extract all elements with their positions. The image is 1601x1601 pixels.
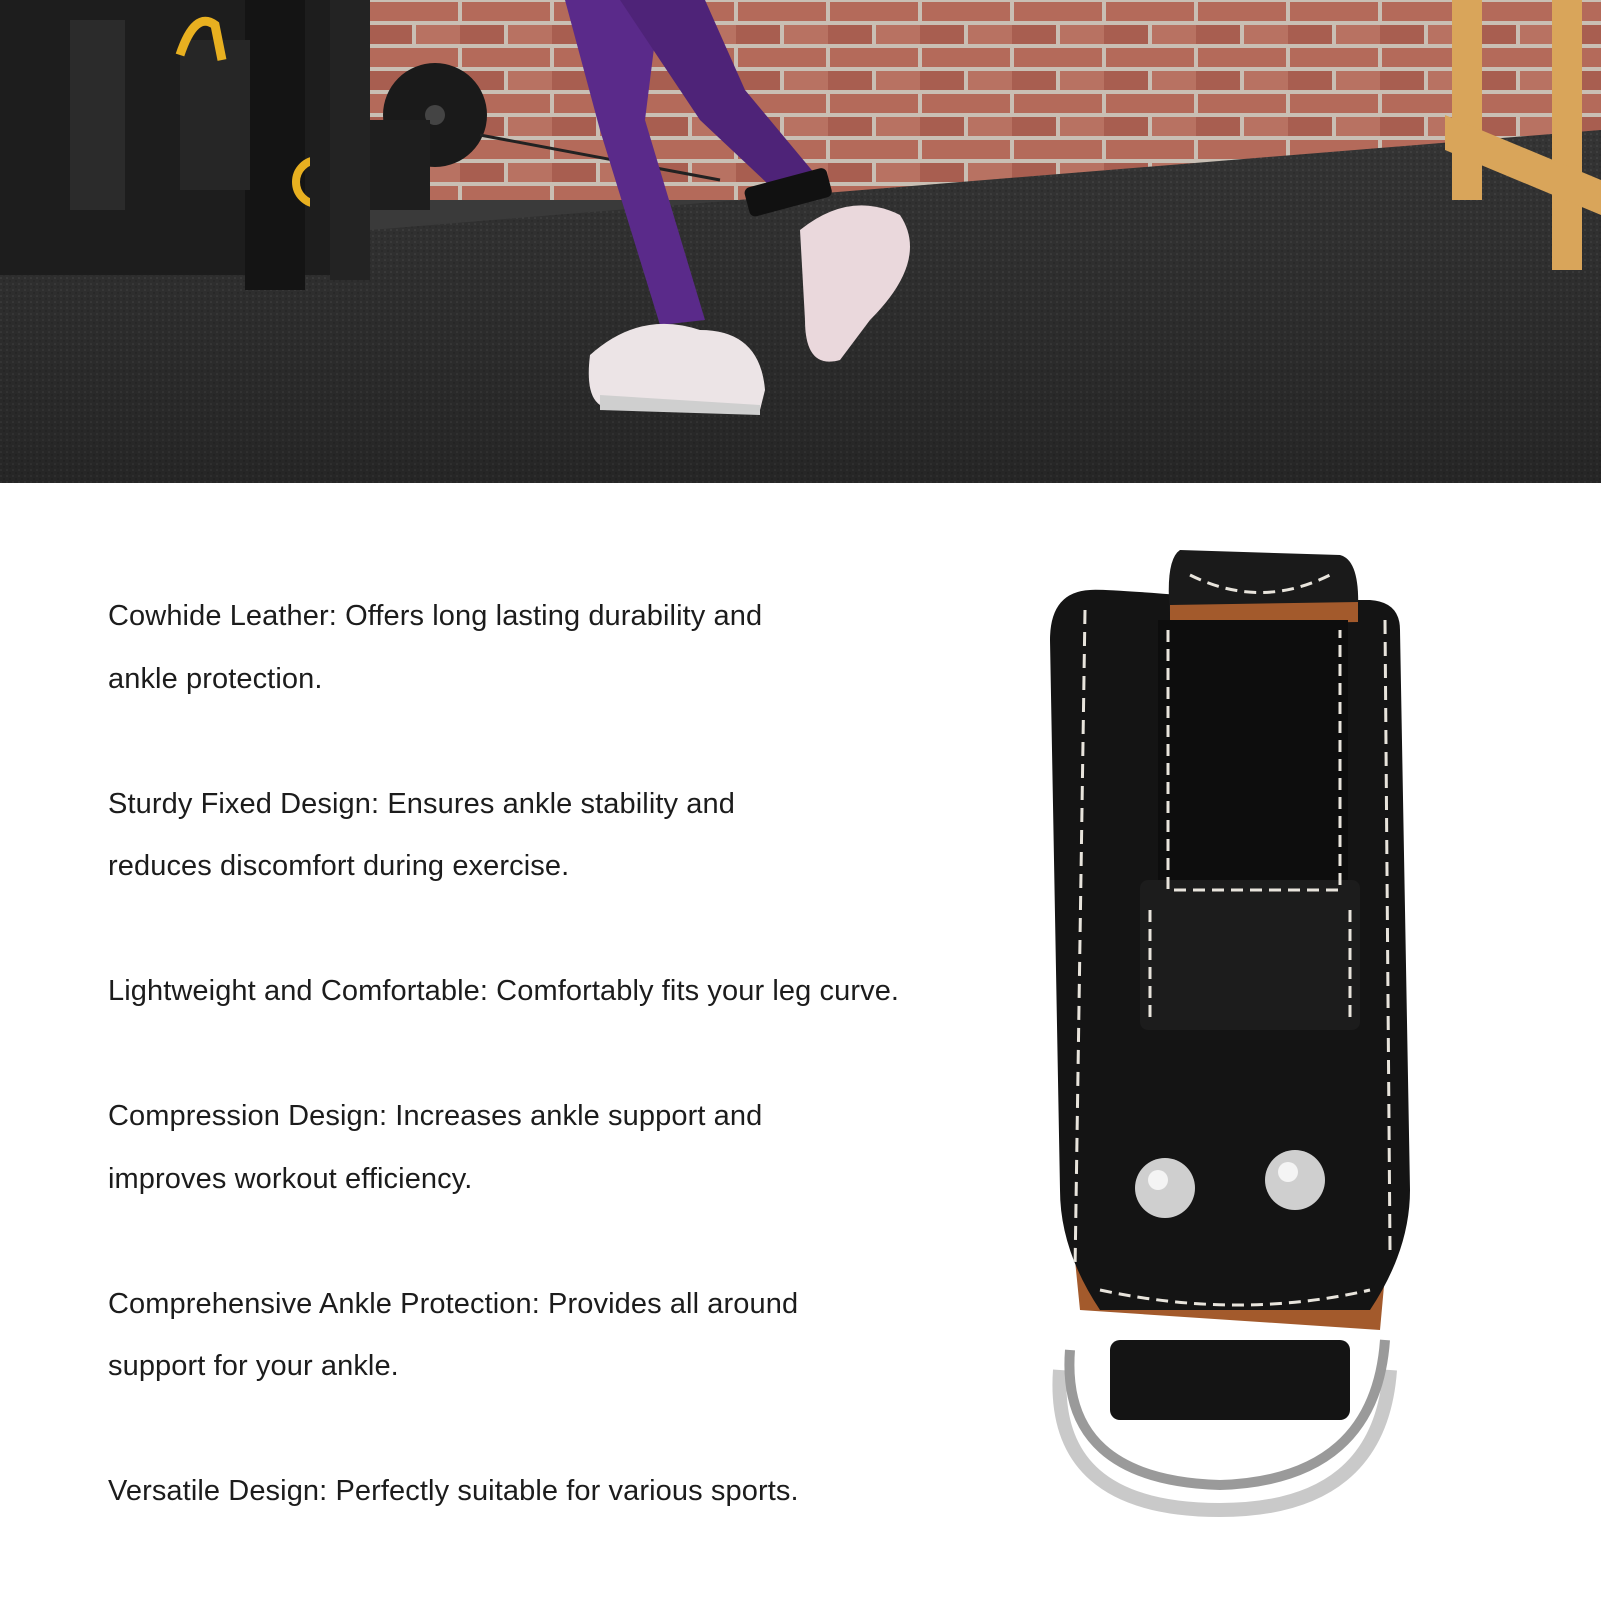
feature-text-line: Cowhide Leather: Offers long lasting durability and: [108, 600, 763, 632]
feature-text-line: Versatile Design: Perfectly suitable for various sports.: [108, 1475, 799, 1507]
feature-item: [108, 1085, 1008, 1210]
ankle-strap-image: [1040, 550, 1440, 1540]
feature-item: [108, 1273, 1008, 1398]
feature-text-line: Lightweight and Comfortable: Comfortably fits your leg curve.: [108, 975, 900, 1007]
feature-item: [108, 585, 1008, 710]
feature-text-line: Sturdy Fixed Design: Ensures ankle stability and: [108, 787, 735, 820]
feature-text-line: Comprehensive Ankle Protection: Provides all around: [108, 1287, 799, 1320]
feature-list: [108, 585, 1008, 1585]
feature-text-line: support for your ankle.: [108, 1350, 399, 1382]
feature-text-line: improves workout efficiency.: [108, 1162, 473, 1195]
feature-item: [108, 773, 1008, 898]
hero-photo: [0, 0, 1601, 483]
gym-scene-image: [0, 0, 1601, 483]
feature-text-line: reduces discomfort during exercise.: [108, 850, 570, 882]
feature-item: [108, 960, 1008, 1023]
feature-item: [108, 1460, 1008, 1523]
feature-text-line: Compression Design: Increases ankle support and: [108, 1100, 763, 1132]
product-photo: [1040, 550, 1440, 1540]
feature-text-line: ankle protection.: [108, 662, 323, 695]
